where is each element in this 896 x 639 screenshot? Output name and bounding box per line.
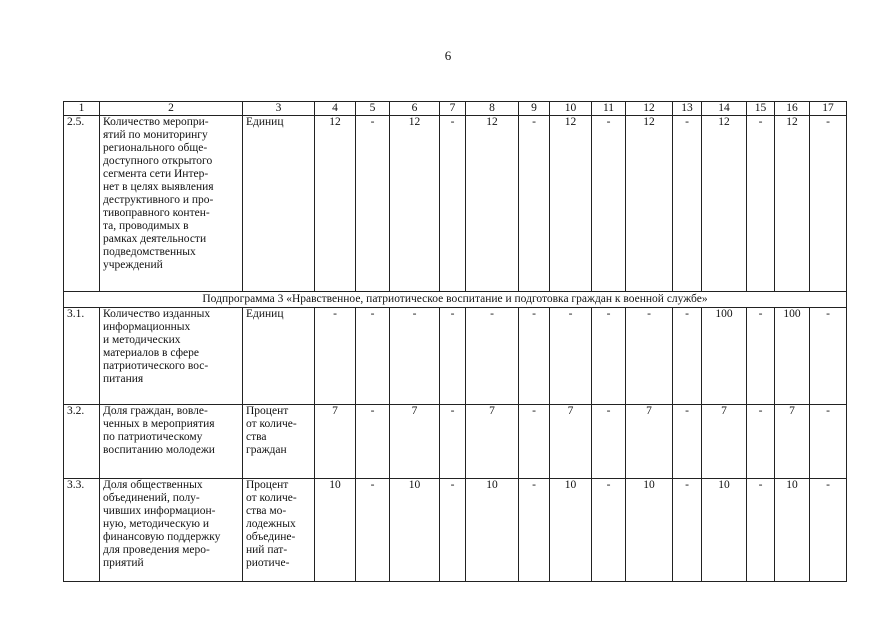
indicator-name-line: чивших информацион- (103, 505, 216, 517)
value-cell: - (315, 308, 356, 405)
unit-line: ства (246, 431, 267, 443)
unit-line: Единиц (246, 308, 284, 320)
indicator-name (100, 308, 243, 405)
value-cell: 12 (775, 116, 810, 292)
column-header: 14 (702, 102, 747, 116)
column-header: 13 (673, 102, 702, 116)
value-cell: - (747, 308, 775, 405)
page-number: 6 (444, 48, 452, 63)
value-cell: - (626, 308, 673, 405)
value-cell: 12 (702, 116, 747, 292)
unit-line: Процент (246, 479, 289, 491)
indicator-name-line: учреждений (103, 259, 163, 271)
value-cell: - (747, 116, 775, 292)
column-header: 17 (810, 102, 847, 116)
value-cell: 10 (775, 479, 810, 582)
unit-line: лодежных (246, 518, 296, 530)
indicator-name (100, 479, 243, 582)
value-cell: 7 (466, 405, 519, 479)
value-cell: - (356, 116, 390, 292)
value-cell: - (747, 479, 775, 582)
value-cell: - (673, 308, 702, 405)
table-row (64, 479, 847, 582)
column-header: 7 (440, 102, 466, 116)
indicator-name (100, 405, 243, 479)
indicator-table (63, 101, 847, 582)
indicator-name-line: нет в целях выявления (103, 181, 214, 193)
value-cell: 10 (466, 479, 519, 582)
value-cell: - (673, 405, 702, 479)
indicator-name-line: сегмента сети Интер- (103, 168, 209, 180)
indicator-name-line: и методических (103, 334, 181, 346)
indicator-name-line: Доля граждан, вовле- (103, 405, 208, 417)
value-cell: - (810, 308, 847, 405)
indicator-name-line: ченных в мероприятия (103, 418, 215, 430)
column-header: 6 (390, 102, 440, 116)
indicator-name-line: питания (103, 373, 144, 385)
indicator-name-line: объединений, полу- (103, 492, 200, 504)
indicator-name-line: регионального обще- (103, 142, 208, 154)
subprogram-row (64, 292, 847, 308)
value-cell: 10 (550, 479, 592, 582)
indicator-name-line: информационных (103, 321, 191, 333)
column-header: 10 (550, 102, 592, 116)
indicator-name-line: доступного открытого (103, 155, 213, 167)
value-cell: - (592, 405, 626, 479)
value-cell: - (440, 308, 466, 405)
value-cell: 12 (626, 116, 673, 292)
indicator-name-line: приятий (103, 557, 144, 569)
unit-of-measure (243, 479, 315, 582)
value-cell: - (810, 479, 847, 582)
value-cell: - (592, 116, 626, 292)
column-header: 1 (64, 102, 100, 116)
table-row (64, 405, 847, 479)
value-cell: 7 (390, 405, 440, 479)
indicator-name-line: ную, методическую и (103, 518, 209, 530)
indicator-name-line: материалов в сфере (103, 347, 199, 359)
indicator-name-line: Количество меропри- (103, 116, 209, 128)
table-header-row (64, 102, 847, 116)
row-code: 3.2. (64, 405, 100, 479)
column-header: 11 (592, 102, 626, 116)
value-cell: - (673, 479, 702, 582)
indicator-name (100, 116, 243, 292)
unit-line: ства мо- (246, 505, 287, 517)
value-cell: - (440, 479, 466, 582)
column-header: 4 (315, 102, 356, 116)
value-cell: - (519, 405, 550, 479)
value-cell: 7 (315, 405, 356, 479)
table-row (64, 308, 847, 405)
column-header: 15 (747, 102, 775, 116)
value-cell: 12 (315, 116, 356, 292)
column-header: 5 (356, 102, 390, 116)
value-cell: 100 (702, 308, 747, 405)
indicator-name-line: для проведения меро- (103, 544, 210, 556)
indicator-name-line: та, проводимых в (103, 220, 189, 232)
value-cell: - (356, 405, 390, 479)
unit-line: от количе- (246, 418, 297, 430)
value-cell: - (519, 308, 550, 405)
indicator-name-line: подведомственных (103, 246, 196, 258)
indicator-name-line: Количество изданных (103, 308, 211, 320)
indicator-name-line: ятий по мониторингу (103, 129, 208, 141)
row-code: 3.1. (64, 308, 100, 405)
row-code: 3.3. (64, 479, 100, 582)
indicator-name-line: патриотического вос- (103, 360, 209, 372)
unit-of-measure (243, 308, 315, 405)
column-header: 12 (626, 102, 673, 116)
unit-of-measure (243, 405, 315, 479)
value-cell: - (440, 405, 466, 479)
unit-of-measure (243, 116, 315, 292)
column-header: 2 (100, 102, 243, 116)
value-cell: 7 (626, 405, 673, 479)
value-cell: - (673, 116, 702, 292)
value-cell: 10 (390, 479, 440, 582)
indicator-name-line: рамках деятельности (103, 233, 207, 245)
value-cell: 10 (702, 479, 747, 582)
indicator-name-line: финансовую поддержку (103, 531, 221, 543)
value-cell: 7 (702, 405, 747, 479)
value-cell: - (519, 479, 550, 582)
column-header: 3 (243, 102, 315, 116)
row-code: 2.5. (64, 116, 100, 292)
value-cell: 12 (466, 116, 519, 292)
indicator-name-line: деструктивного и про- (103, 194, 214, 206)
unit-line: объедине- (246, 531, 296, 543)
value-cell: - (466, 308, 519, 405)
value-cell: - (356, 308, 390, 405)
unit-line: ний пат- (246, 544, 288, 556)
value-cell: 12 (390, 116, 440, 292)
value-cell: 10 (315, 479, 356, 582)
indicator-name-line: воспитанию молодежи (103, 444, 215, 456)
value-cell: - (747, 405, 775, 479)
column-header: 9 (519, 102, 550, 116)
value-cell: - (356, 479, 390, 582)
indicator-name-line: Доля общественных (103, 479, 203, 491)
value-cell: - (810, 116, 847, 292)
value-cell: - (810, 405, 847, 479)
value-cell: 12 (550, 116, 592, 292)
value-cell: 7 (550, 405, 592, 479)
indicator-name-line: по патриотическому (103, 431, 203, 443)
unit-line: Процент (246, 405, 289, 417)
value-cell: 10 (626, 479, 673, 582)
value-cell: - (592, 308, 626, 405)
unit-line: от количе- (246, 492, 297, 504)
column-header: 8 (466, 102, 519, 116)
table-row (64, 116, 847, 292)
value-cell: - (592, 479, 626, 582)
value-cell: 100 (775, 308, 810, 405)
value-cell: - (390, 308, 440, 405)
column-header: 16 (775, 102, 810, 116)
value-cell: - (440, 116, 466, 292)
value-cell: - (519, 116, 550, 292)
value-cell: 7 (775, 405, 810, 479)
indicator-name-line: тивоправного контен- (103, 207, 210, 219)
value-cell: - (550, 308, 592, 405)
unit-line: Единиц (246, 116, 284, 128)
unit-line: риотиче- (246, 557, 290, 569)
unit-line: граждан (246, 444, 287, 456)
subprogram-title: Подпрограмма 3 «Нравственное, патриотическое воспитание и подготовка граждан к военной службе» (64, 292, 847, 308)
